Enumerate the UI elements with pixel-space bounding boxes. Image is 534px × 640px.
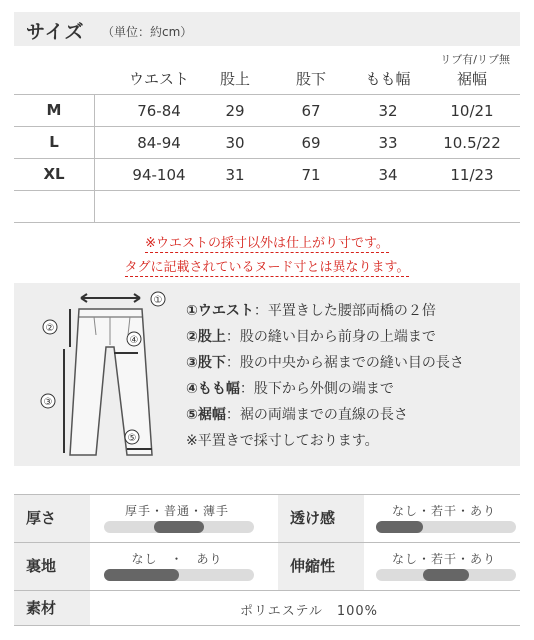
table-line: [14, 222, 520, 223]
measurement-legend: [186, 298, 464, 454]
notice-line-1: ※ウエストの採寸以外は仕上がり寸です。: [145, 236, 389, 251]
legend-item-rise: ②股上：股の縫い目から前身の上端まで: [186, 329, 436, 345]
pants-illustration: [34, 287, 184, 463]
label-sheerness: 透け感: [278, 495, 364, 542]
options-lining: なし ・ あり: [131, 552, 223, 566]
options-thickness: 厚手・普通・薄手: [124, 504, 229, 518]
table-cell: 29: [225, 102, 245, 120]
label-stretch: 伸縮性: [278, 543, 364, 590]
legend-item-thigh: ④もも幅：股下から外側の端まで: [186, 381, 394, 397]
table-cell: 32: [378, 102, 398, 120]
table-cell: 34: [378, 166, 398, 184]
material-value: ポリエステル 100%: [240, 604, 378, 619]
table-cell: 10.5/22: [443, 134, 501, 152]
table-cell: 33: [378, 134, 398, 152]
legend-item-inseam: ③股下：股の中央から裾までの縫い目の長さ: [186, 355, 464, 371]
table-cell: 76-84: [137, 102, 181, 120]
col-header-inseam: 股下: [295, 70, 326, 88]
legend-item-hem: ⑤裾幅：裾の両端までの直線の長さ: [186, 407, 408, 423]
slider-lining: [104, 569, 254, 581]
rib-note: リブ有/リブ無: [440, 53, 510, 66]
row-label-m: M: [46, 101, 62, 119]
notice-line-2: タグに記載されているヌード寸とは異なります。: [124, 260, 410, 275]
table-cell: 30: [225, 134, 245, 152]
marker-2: ②: [45, 323, 55, 334]
marker-3: ③: [43, 397, 53, 408]
marker-1: ①: [153, 295, 163, 306]
slider-thumb-lining: [104, 569, 179, 581]
table-cell: 84-94: [137, 134, 181, 152]
label-material: 素材: [14, 591, 90, 625]
pants-outline: [70, 309, 152, 455]
size-section-header: [14, 12, 520, 46]
slider-thickness: [104, 521, 254, 533]
slider-sheerness: [376, 521, 516, 533]
slider-thumb-thickness: [154, 521, 204, 533]
label-lining: 裏地: [14, 543, 90, 590]
legend-note: ※平置きで採寸しております。: [186, 433, 379, 449]
table-cell: 94-104: [132, 166, 186, 184]
table-line: [14, 126, 520, 127]
col-header-thigh: もも幅: [365, 70, 411, 88]
slider-thumb-sheerness: [376, 521, 423, 533]
options-sheerness: なし・若干・あり: [391, 504, 496, 518]
slider-thumb-stretch: [423, 569, 470, 581]
marker-4: ④: [129, 335, 139, 346]
table-line: [14, 190, 520, 191]
marker-5: ⑤: [127, 433, 137, 444]
table-divider: [94, 94, 95, 222]
table-line: [14, 94, 520, 95]
col-header-waist: ウエスト: [128, 70, 189, 88]
options-stretch: なし・若干・あり: [391, 552, 496, 566]
legend-item-waist: ①ウエスト：平置きした腰部両橋の２倍: [186, 303, 436, 319]
table-cell: 71: [301, 166, 321, 184]
size-unit: （単位：約cm）: [102, 25, 193, 39]
props-line: [14, 625, 520, 626]
table-line: [14, 158, 520, 159]
table-cell: 11/23: [450, 166, 494, 184]
table-cell: 31: [225, 166, 245, 184]
table-cell: 67: [301, 102, 321, 120]
col-header-rise: 股上: [219, 70, 250, 88]
label-thickness: 厚さ: [14, 495, 90, 542]
row-label-xl: XL: [43, 165, 65, 183]
slider-stretch: [376, 569, 516, 581]
row-label-l: L: [49, 133, 59, 151]
table-cell: 10/21: [450, 102, 494, 120]
measurement-diagram: [14, 283, 520, 466]
table-cell: 69: [301, 134, 321, 152]
size-title: サイズ: [26, 21, 85, 43]
col-header-hem: 裾幅: [456, 70, 487, 88]
